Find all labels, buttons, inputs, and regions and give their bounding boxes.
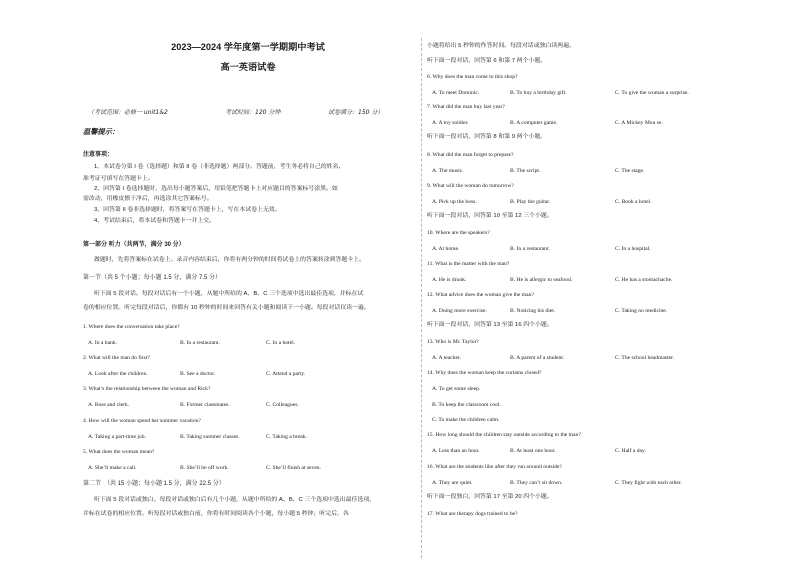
- option-a: A. A toy soldier.: [432, 120, 469, 126]
- question-10: 10. Where are the speakers?: [427, 230, 490, 236]
- notes-line: 3、回答第 II 卷非选择题时，将答案写在答题卡上，写在本试卷上无效。: [94, 207, 281, 213]
- section2-heading: 第二节 （共 15 小题；每小题 1.5 分，满分 22.5 分）: [83, 481, 225, 487]
- notes-line: 准考证号填写在答题卡上。: [83, 176, 154, 182]
- option-c: C. She’ll finish at seven.: [266, 465, 321, 471]
- option-a: A. At home.: [432, 246, 460, 252]
- section2-instructions: 听下面 5 段对话或独白。每段对话或独白后有几个小题，从题中所给的 A、B、C 三个选项中选出最佳选项，: [94, 497, 376, 503]
- question-11: 11. What is the matter with the man?: [427, 261, 510, 267]
- option-a: A. In a bank.: [88, 340, 118, 346]
- dialog-instruction: 听下面一段对话，回答第 13 至第 16 四个小题。: [427, 322, 553, 328]
- question-15: 15. How long should the children stay outside according to the man?: [427, 432, 581, 438]
- question-14: 14. Why does the woman keep the curtains closed?: [427, 370, 542, 376]
- option-c: C. The stage.: [615, 168, 645, 174]
- option-c: C. The school headmaster.: [615, 355, 675, 361]
- dialog-instruction: 听下面一段对话，回答第 10 至第 12 三个小题。: [427, 213, 553, 219]
- question-3: 3. What’s the relationship between the woman and Rick?: [83, 386, 211, 392]
- option-a: A. Doing more exercise.: [432, 308, 487, 314]
- option-c: C. A Mickey Mou se.: [615, 120, 663, 126]
- notes-line: 4、考试结束后，将本试卷和答题卡一并上交。: [94, 218, 216, 224]
- option-a: A. To get some sleep.: [432, 386, 481, 392]
- option-c: C. Attend a party.: [266, 371, 306, 377]
- question-2: 2. What will the man do first?: [83, 355, 150, 361]
- question-6: 6. Why does the man come to this shop?: [427, 74, 518, 80]
- option-a: A. A teacher.: [432, 355, 461, 361]
- option-a: A. The music.: [432, 168, 464, 174]
- option-b: B. In a restaurant.: [180, 340, 220, 346]
- section1-instructions: 听下面 5 段对话。每段对话后有一个小题，从题中所给的 A、B、C 三个选项中选出最佳选项，并标在试: [94, 291, 364, 297]
- option-b: B. Noticing his diet.: [510, 308, 556, 314]
- option-b: B. To keep the classroom cool.: [432, 402, 501, 408]
- column-divider: [421, 38, 422, 558]
- option-a: A. He is drunk.: [432, 277, 467, 283]
- exam-score: 试卷满分：150 分）: [328, 109, 384, 116]
- notes-line: 需改动，用橡皮擦干净后，再选涂其它答案标号。: [83, 196, 213, 202]
- question-16: 16. What are the students like after they run around outside?: [427, 464, 562, 470]
- notes-line: 1、本试卷分第 I 卷（选择题）和第 II 卷（非选择题）两部分。答题前，考生务必将自己的姓名、: [94, 164, 345, 170]
- option-c: C. Taking a break.: [266, 434, 307, 440]
- option-b: B. To buy a birthday gift.: [510, 90, 567, 96]
- question-7: 7. What did the man buy last year?: [427, 104, 505, 110]
- option-c: C. Book a hotel.: [615, 199, 652, 205]
- question-9: 9. What will the woman do tomorrow?: [427, 183, 514, 189]
- left-column: [78, 0, 418, 562]
- section2-instructions-cont: 小题将给出 5 秒钟的作答时间。每段对话或独白读两遍。: [427, 43, 575, 49]
- option-b: B. Taking summer classes.: [180, 434, 240, 440]
- option-c: C. In a hotel.: [266, 340, 296, 346]
- exam-scope: （考试范围：必修一 unit1&2: [88, 109, 168, 116]
- option-b: B. A parent of a student.: [510, 355, 565, 361]
- question-12: 12. What advice does the woman give the man?: [427, 292, 534, 298]
- option-b: B. At least one hour.: [510, 448, 556, 454]
- option-a: A. Less than an hour.: [432, 448, 480, 454]
- option-b: B. He is allergic to seafood.: [510, 277, 573, 283]
- question-8: 8. What did the man forget to prepare?: [427, 152, 514, 158]
- part1-intro: 做题时，先将答案标在试卷上。录音内容结束后，你将有两分钟的时间将试卷上的答案转涂到答题卡上。: [94, 257, 365, 263]
- dialog-instruction: 听下面一段对话，回答第 8 和第 9 两个小题。: [427, 134, 547, 140]
- exam-title: 2023—2024 学年度第一学期期中考试: [171, 42, 325, 52]
- dialog-instruction: 听下面一段对话，回答第 6 和第 7 两个小题。: [427, 58, 547, 64]
- option-b: B. Former classmates.: [180, 402, 230, 408]
- option-a: A. Boss and clerk.: [88, 402, 130, 408]
- option-c: C. They fight with each other.: [615, 480, 682, 486]
- option-c: C. To give the woman a surprise.: [615, 90, 689, 96]
- right-column: [427, 0, 717, 562]
- option-a: A. To meet Dominic.: [432, 90, 480, 96]
- exam-subtitle: 高一英语试卷: [220, 62, 276, 72]
- option-b: B. The script.: [510, 168, 541, 174]
- section2-instructions: 并标在试卷的相应位置。听每段对话或独白前，你将有时间阅读各个小题，每小题 5 秒钟；听完后，各: [83, 511, 349, 517]
- section1-instructions: 卷的相应位置。听完每段对话后，你都有 10 秒钟的时间来回答有关小题和阅读下一小题。每段对话仅读一遍。: [83, 305, 370, 311]
- option-a: A. She’ll make a call.: [88, 465, 137, 471]
- option-a: A. Look after the children.: [88, 371, 148, 377]
- option-c: C. In a hospital.: [615, 246, 651, 252]
- option-b: B. They can’t sit down.: [510, 480, 563, 486]
- option-b: B. A computer game.: [510, 120, 558, 126]
- option-b: B. She’ll be off work.: [180, 465, 229, 471]
- notes-heading: 注意事项：: [83, 152, 114, 158]
- exam-time: 考试时间：120 分钟: [225, 109, 281, 116]
- notes-line: 2、回答第 I 卷选择题时，选出每小题答案后，用铅笔把答题卡上对应题目的答案标号涂黑。如: [94, 186, 338, 192]
- option-c: C. Taking no medicine.: [615, 308, 668, 314]
- option-a: A. They are quiet.: [432, 480, 473, 486]
- part1-heading: 第一部分 听力（共两节，满分 30 分）: [83, 242, 185, 248]
- question-4: 4. How will the woman spend her summer vacation?: [83, 418, 201, 424]
- option-b: B. In a restaurant.: [510, 246, 550, 252]
- option-c: C. Colleagues.: [266, 402, 299, 408]
- option-b: B. See a doctor.: [180, 371, 216, 377]
- question-5: 5. What does the woman mean?: [83, 449, 155, 455]
- option-c: C. Half a day.: [615, 448, 646, 454]
- dialog-instruction: 听下面一段独白，回答第 17 至第 20 四个小题。: [427, 494, 553, 500]
- option-a: A. Taking a part-time job.: [88, 434, 146, 440]
- option-a: A. Pick up the boss.: [432, 199, 477, 205]
- option-c: C. To make the children calm.: [432, 417, 500, 423]
- tip-heading: 温馨提示：: [83, 127, 119, 136]
- question-13: 13. Who is Mr. Taylor?: [427, 339, 479, 345]
- option-c: C. He has a stomachache.: [615, 277, 673, 283]
- option-b: B. Play the guitar.: [510, 199, 551, 205]
- section1-heading: 第一节（共 5 个小题；每小题 1.5 分，满分 7.5 分）: [83, 275, 222, 281]
- question-1: 1. Where does the conversation take place?: [83, 324, 180, 330]
- question-17: 17. What are therapy dogs trained to be?: [427, 511, 518, 517]
